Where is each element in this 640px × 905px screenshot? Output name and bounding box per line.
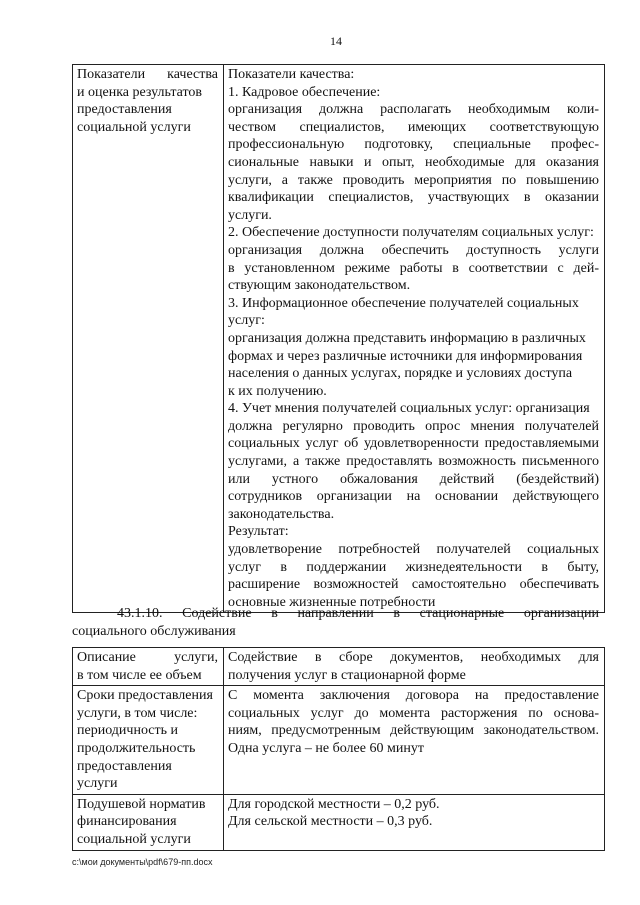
row-content-cell	[224, 686, 605, 795]
section-heading	[72, 605, 599, 640]
row-content-cell	[224, 648, 605, 686]
text-line: формах и через различные источники для информирования	[228, 348, 583, 364]
text-line: услуг:	[228, 313, 265, 329]
text-line: сотрудников организации на основании действующего	[228, 489, 599, 505]
text-line: социальной услуги	[77, 119, 191, 135]
table-row	[73, 648, 605, 686]
text-line: сиональные навыки и опыт, необходимые для оказания	[228, 154, 599, 170]
text-line: должна регулярно проводить опрос мнения получателей	[228, 418, 599, 434]
text-line: предоставления	[77, 102, 172, 118]
text-line: законодательства.	[228, 506, 335, 522]
text-line: расширение возможностей самостоятельно обеспечивать	[228, 577, 599, 593]
text-line: Для городской местности – 0,2 руб.	[228, 796, 440, 812]
text-line: 2. Обеспечение доступности получателям социальных услуг:	[228, 225, 594, 241]
page-number: 14	[330, 34, 342, 48]
text-line: Сроки предоставления	[77, 688, 213, 704]
text-line: ствующим законодательством.	[228, 278, 411, 294]
section-heading-line: социального обслуживания	[72, 623, 236, 639]
text-line: квалификации специалистов, участвующих в оказании	[228, 190, 599, 206]
text-line: и оценка результатов	[77, 84, 203, 100]
text-line: Подушевой норматив	[77, 796, 206, 812]
text-line: организация должна представить информацию в различных	[228, 330, 586, 346]
text-line: организация должна обеспечить доступность услуги	[228, 242, 599, 258]
text-line: 3. Информационное обеспечение получателей социальных	[228, 295, 579, 311]
text-line: организация должна располагать необходимым коли-	[228, 102, 599, 118]
text-line: в установленном режиме работы в соответствии с дей-	[228, 260, 599, 276]
row-label-cell	[73, 686, 224, 795]
text-line: социальной услуги	[77, 831, 191, 847]
text-line: в том числе ее объем	[77, 667, 202, 683]
text-line: услуги, в том числе:	[77, 705, 198, 721]
row-label-cell	[73, 648, 224, 686]
table-row	[73, 686, 605, 795]
text-line: услуги	[77, 776, 118, 792]
text-line: продолжительность	[77, 740, 196, 756]
text-line: населения о данных услугах, порядке и условиях доступа	[228, 366, 573, 382]
text-line: получения услуг в стационарной форме	[228, 667, 466, 683]
service-details-table	[72, 647, 605, 851]
table-row	[73, 794, 605, 850]
text-line: Результат:	[228, 524, 289, 540]
text-line: услуги.	[228, 207, 272, 223]
text-line: услуг в поддержании жизнедеятельности в быту,	[228, 559, 599, 575]
text-line: услугами, а также предоставлять возможность письменного	[228, 454, 599, 470]
text-line: периодичность и	[77, 723, 179, 739]
text-line: к их получению.	[228, 383, 327, 399]
text-line: основные жизненные потребности	[228, 594, 436, 610]
section-heading-line: 43.1.10. Содействие в направлении в стационарные организации	[117, 606, 599, 621]
text-line: ниям, предусмотренным действующим законодательством.	[228, 723, 599, 739]
text-line: финансирования	[77, 814, 177, 830]
text-line: С момента заключения договора на предоставление	[228, 688, 599, 704]
text-line: чеством специалистов, имеющих соответствующую	[228, 119, 599, 135]
text-line: Описание услуги,	[77, 650, 218, 665]
text-line: Одна услуга – не более 60 минут	[228, 740, 424, 756]
row-label-cell	[73, 65, 224, 613]
text-line: Содействие в сборе документов, необходимых для	[228, 650, 599, 665]
text-line: Показатели качества:	[228, 67, 355, 82]
text-line: социальных услуг об удовлетворенности предоставляемыми	[228, 436, 599, 452]
row-label-cell	[73, 794, 224, 850]
text-line: услуги, а также проводить мероприятия по повышению	[228, 172, 599, 188]
row-content-cell	[224, 794, 605, 850]
text-line: 4. Учет мнения получателей социальных услуг: организация	[228, 401, 590, 417]
text-line: удовлетворение потребностей получателей социальных	[228, 542, 599, 558]
quality-indicators-table	[72, 64, 605, 613]
row-content-cell	[224, 65, 605, 613]
text-line: Показатели качества	[77, 67, 218, 82]
text-line: или устного обжалования действий (бездействий)	[228, 471, 599, 487]
table-row	[73, 65, 605, 613]
text-line: профессиональную подготовку, специальные профес-	[228, 137, 599, 153]
text-line: социальных услуг до момента расторжения по основа-	[228, 705, 599, 721]
text-line: Для сельской местности – 0,3 руб.	[228, 814, 433, 830]
text-line: предоставления	[77, 758, 172, 774]
file-path-footer: c:\мои документы\pdf\679-пп.docx	[72, 857, 213, 867]
text-line: 1. Кадровое обеспечение:	[228, 84, 381, 100]
